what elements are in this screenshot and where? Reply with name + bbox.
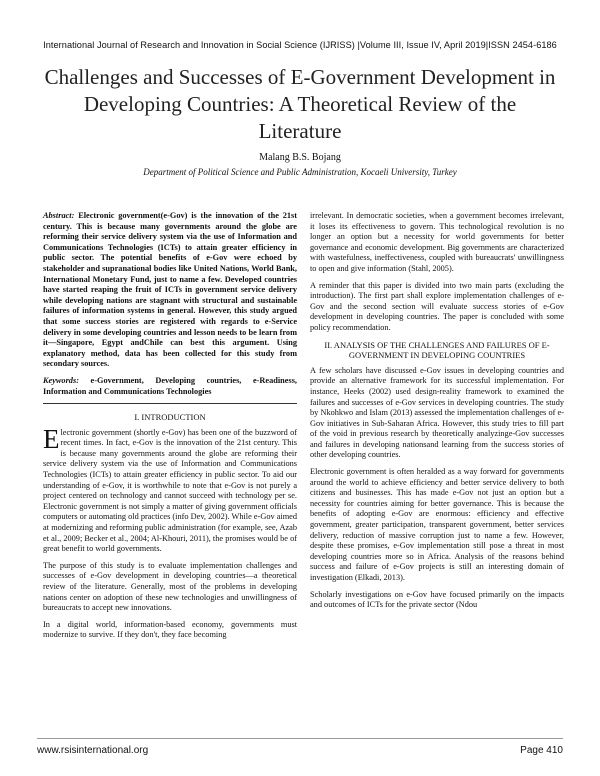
author-affiliation: Department of Political Science and Public Administration, Kocaeli University, Turkey [143,167,457,177]
footer-website-link[interactable]: www.rsisinternational.org [37,745,149,756]
right-paragraph-2: A reminder that this paper is divided into two main parts (excluding the introduction). The first part shall explore implementation challenges of e-Gov and the second section will evaluate success stories of e-Gov development in developing countries. The paper is concluded with some policy recommendation. [310,280,564,332]
analysis-paragraph-3: Scholarly investigations on e-Gov have focused primarily on the impacts and outcomes of ICTs for the private sector (Ndou [310,589,564,610]
intro-paragraph-2: The purpose of this study is to evaluate implementation challenges and successes of e-Gov development in developing countries—a theoretical review of the literature. Generally, most of the problems in developing nations center on adoption of these new technologies and unwillingness of bureaucrats to accept new innovations. [43,560,297,613]
keywords-label: Keywords: [43,375,79,385]
right-column [310,211,564,617]
paper-title: Challenges and Successes of E-Government Development in Developing Countries: A Theoretical Review of the Literature [44,65,556,143]
author-name: Malang B.S. Bojang [259,152,341,163]
page-number: Page 410 [520,745,563,756]
drop-cap: E [43,423,60,454]
analysis-paragraph-1: A few scholars have discussed e-Gov issues in developing countries and provide an alternative framework for its successful implementation. For instance, Heeks (2002) used design-reality framework to examined the failures and successes of e-Gov services in developing countries. The study by Nkohkwo and Islam (2013) assessed the implementation challenges of e-Gov initiatives in Sub-Saharan Africa. However, this study tries to fill part of the void in previous research by theoretically analyzinge-Gov successes and failures in developing nationsand learning from the success stories of other developing countries. [310,365,564,460]
abstract-label: Abstract: [43,211,75,220]
intro-paragraph-1-text: lectronic government (shortly e-Gov) has been one of the buzzword of recent times. In fact, e-Gov is the innovation of the 21st century. This is because many governments around the globe are reforming their service delivery system via the use of Information and Communications Technologies (ICTs) to attain greater efficiency in public sector. To aid our understanding of e-Gov, it is worthwhile to note that e-Gov is not purely a project centered on technology and cannot succeed with technology per se. Electronic government is not simply a matter of giving government officials computers or automating old practices (info Dev, 2002). While e-Gov aimed at modernizing and reforming public administration (for example, see, Azab et al., 2009; Becker et al., 2004; Al-Khouri, 2011), the promises would be of great benefit to world governments. [43,427,297,554]
footer-divider [37,738,563,739]
keywords [43,376,297,397]
intro-paragraph-3: In a digital world, information-based economy, governments must modernize to survive. If they don't, they face becoming [43,619,297,640]
intro-paragraph-1 [43,423,297,555]
page-footer [37,745,563,756]
section-heading-analysis: II. ANALYSIS OF THE CHALLENGES AND FAILURES OF E-GOVERNMENT IN DEVELOPING COUNTRIES [324,339,550,361]
section-heading-introduction: I. INTRODUCTION [134,412,206,423]
keywords-text: e-Government, Developing countries, e-Readiness, Information and Communications Technologies [43,375,297,396]
right-paragraph-1: irrelevant. In democratic societies, when a government becomes irrelevant, it loses its effectiveness to govern. This technological revolution is no longer an option but a necessity for world governments for better governance and economic development. Big governments are characterized with wastefulness, ineffectiveness, coupled with bureaucrats' unwillingness to open and give information (Stahl, 2005). [310,211,564,273]
analysis-paragraph-2: Electronic government is often heralded as a way forward for governments around the world to achieve efficiency and better service delivery to both citizens and businesses. This has made e-Gov not just an option but a necessity for countries aiming for better governance. This is because the benefits of adopting e-Gov are enormous: efficiency and effective government, greater participation, transparent government, better services delivery, reduction of massive corruption just to name a few. However, despite these promises, e-Gov implementation still pose a threat in most developing countries more so in Africa. Analysis of the reasons behind success and failure of e-Gov projects is still an interesting domain of investigation (Elkadi, 2013). [310,467,564,582]
left-column [43,211,297,647]
running-head: International Journal of Research and Innovation in Social Science (IJRISS) |Volume III, Issue IV, April 2019|ISSN 2454-6186 [43,40,557,50]
abstract-text: Electronic government(e-Gov) is the innovation of the 21st century. This is because many governments around the globe are reforming their service delivery system via the use of Information and Communications Technologies (ICTs) to attain greater efficiency in public sector. The potential benefits of e-Gov were echoed by stakeholder and supranational bodies like United Nations, World Bank, International Monetary Fund, just to name a few. Developed countries have started reaping the fruit of ICTs in government service delivery while developing nations are stagnant with structural and sustainable failures of information systems in general. However, this study argued that some success stories are registered with regards to e-Service delivery in some developing countries and lesson needs to be learn from it—Singapore, Egypt andChile can best this argument. Using explanatory method, data has been collected for this study from secondary sources. [43,211,297,369]
keywords-divider [43,403,297,404]
abstract [43,211,297,370]
